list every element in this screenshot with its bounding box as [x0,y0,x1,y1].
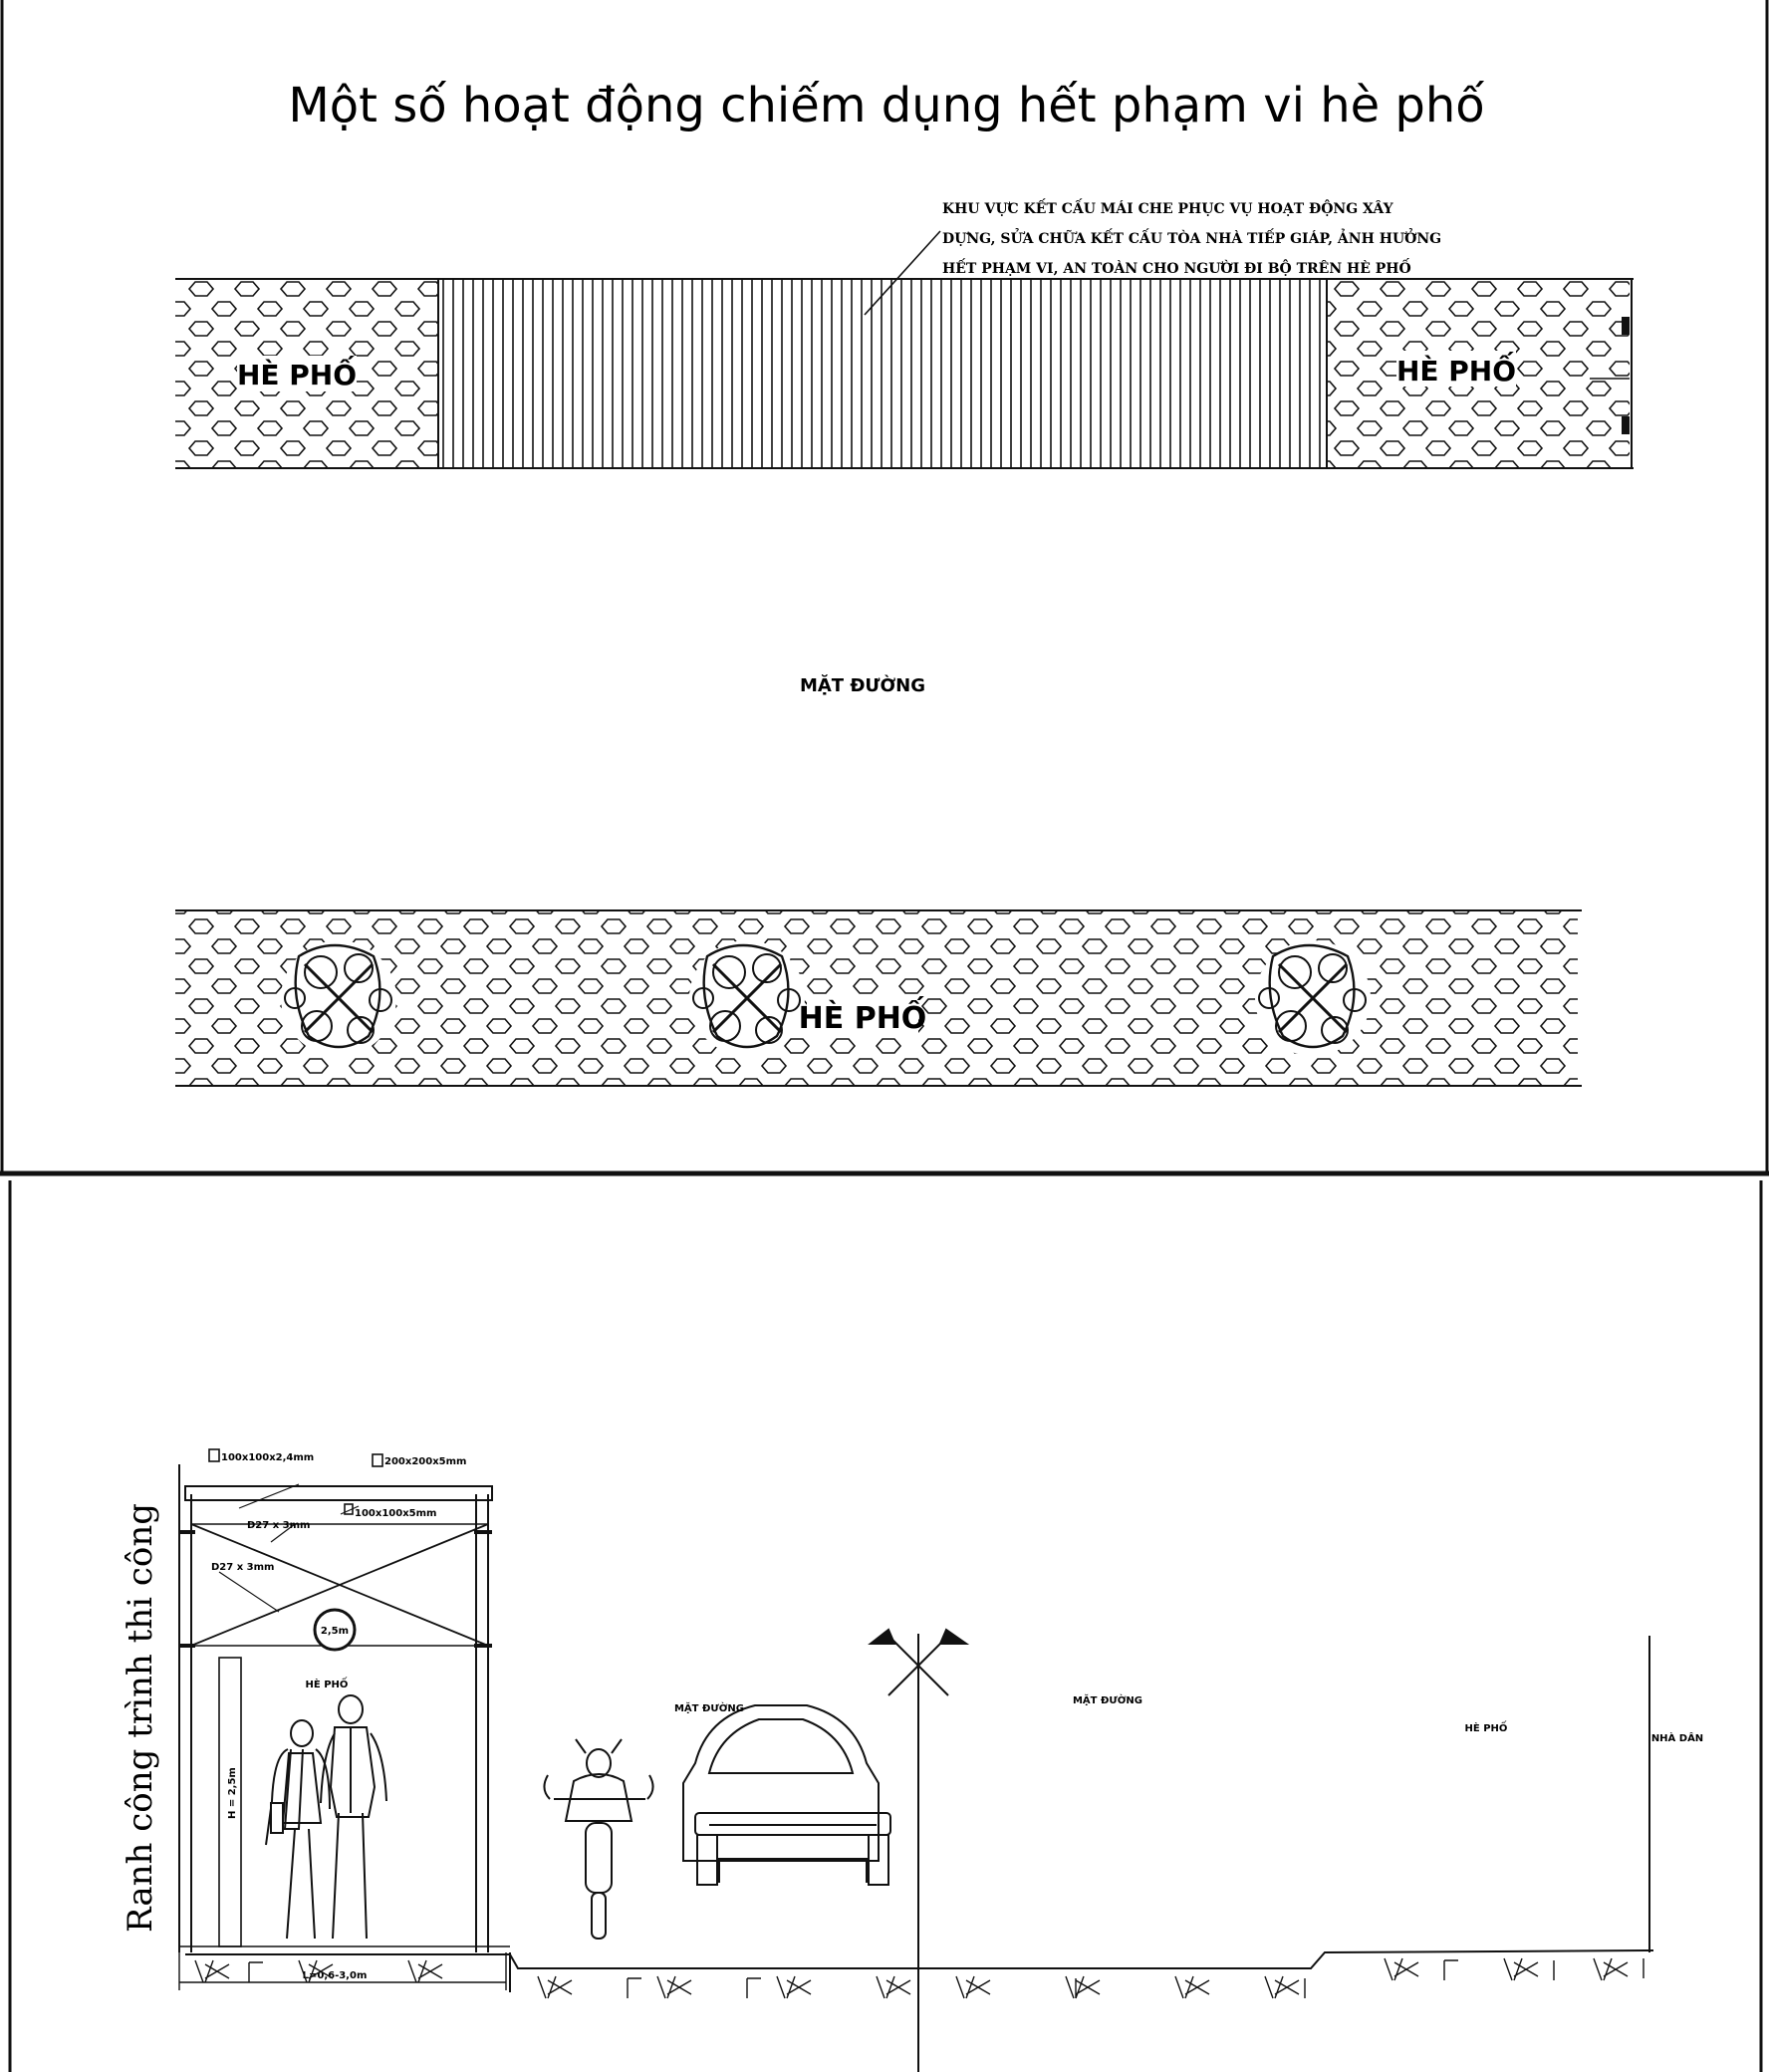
house-label: NHÀ DÂN [1650,1733,1704,1744]
note-line-3: HẾT PHẠM VI, AN TOÀN CHO NGƯỜI ĐI BỘ TRÊN HÈ PHỐ [942,261,1411,277]
beam-label-right: 200x200x5mm [384,1456,467,1467]
lower-sidewalk [175,910,1582,1086]
sidewalk-label-right: HÈ PHỐ [1395,355,1517,388]
plan-view [175,78,1634,1086]
sidewalk-label-lower: HÈ PHỐ [798,1001,927,1036]
note-line-1: KHU VỰC KẾT CẤU MÁI CHE PHỤC VỤ HOẠT ĐỘNG XÂY [942,201,1393,217]
sidewalk-label-section: HÈ PHỐ [305,1680,349,1690]
brace-label: 100x100x5mm [355,1508,437,1519]
width-dimension: L=0,6-3,0m [302,1970,368,1981]
beam-label-top: 100x100x2,4mm [221,1452,315,1463]
pipe-label-2: D27 x 3mm [211,1562,275,1573]
section-view [121,1449,1703,2072]
pipe-label-1: D27 x 3mm [247,1520,311,1531]
pedestrians [266,1695,386,1939]
height-limit-value: 2,5m [320,1626,350,1637]
scaffold-frame [179,1449,510,1990]
height-dimension: H = 2,5m [227,1767,238,1819]
road-center-marker [871,1630,966,2072]
road-label-left: MẶT ĐƯỜNG [673,1703,745,1714]
sidewalk-label-left: HÈ PHỐ [236,359,358,391]
car [683,1705,890,1885]
motorbike [544,1739,652,1939]
canopy-zone [438,279,1327,468]
page-title: Một số hoạt động chiếm dụng hết phạm vi hè phố [288,78,1485,133]
tree-2 [689,940,805,1056]
tree-1 [281,940,396,1056]
road-label-plan: MẶT ĐƯỜNG [799,675,926,696]
sidewalk-label-far: HÈ PHỐ [1464,1723,1508,1734]
site-boundary-label: Ranh công trình thi công [121,1502,160,1933]
road-label-right: MẶT ĐƯỜNG [1072,1695,1143,1706]
note-line-2: DỰNG, SỬA CHỮA KẾT CẤU TÒA NHÀ TIẾP GIÁP, ẢNH HƯỞNG [942,231,1442,247]
tree-3 [1255,940,1371,1056]
upper-sidewalk [175,279,1634,468]
